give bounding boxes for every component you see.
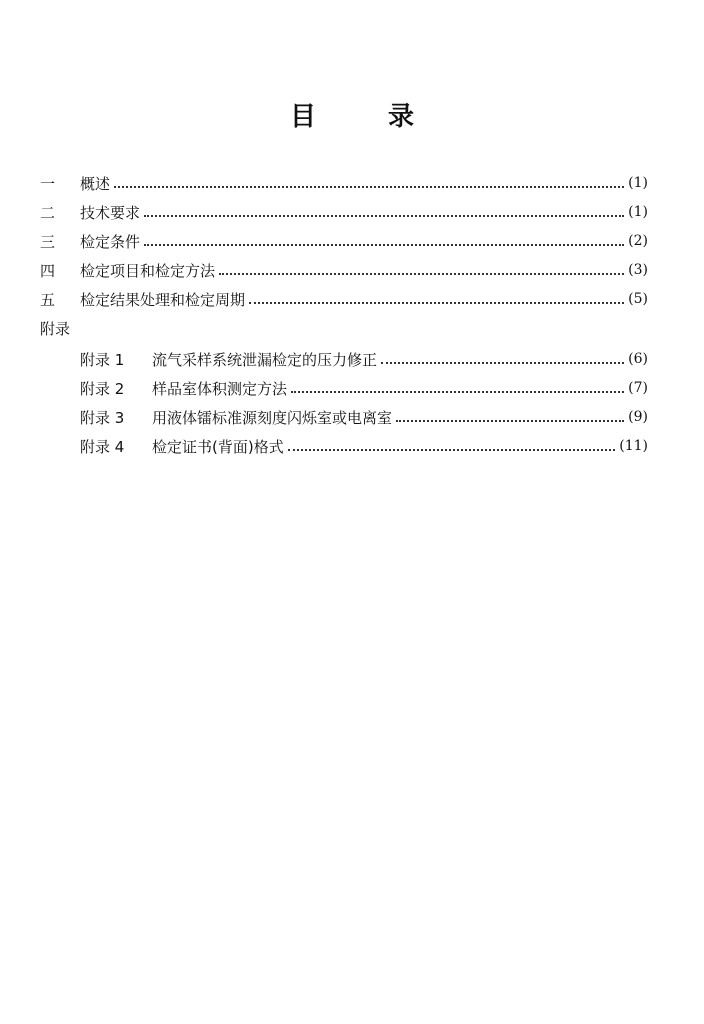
toc-appendix-entry — [80, 404, 648, 430]
entry-page: (1) — [628, 175, 648, 191]
entry-number: 四 — [40, 261, 56, 280]
title-char-2: 录 — [388, 102, 415, 132]
toc-entry — [40, 199, 648, 225]
appendix-page: (7) — [628, 380, 648, 396]
entry-number: 五 — [40, 290, 56, 309]
entry-label: 技术要求 — [80, 203, 141, 222]
appendix-label: 流气采样系统泄漏检定的压力修正 — [152, 350, 378, 369]
appendix-number: 附录 2 — [80, 379, 125, 398]
appendix-page: (6) — [628, 351, 648, 367]
entry-page: (1) — [628, 204, 648, 220]
leader-dots — [291, 377, 624, 393]
entry-page: (3) — [628, 262, 648, 278]
appendix-label: 用液体镭标准源刻度闪烁室或电离室 — [152, 408, 393, 427]
page-title — [0, 96, 704, 133]
toc-entry — [40, 286, 648, 312]
entry-page: (5) — [628, 291, 648, 307]
appendix-label: 样品室体积测定方法 — [152, 379, 288, 398]
entry-page: (2) — [628, 233, 648, 249]
appendix-page: (9) — [628, 409, 648, 425]
appendix-number: 附录 3 — [80, 408, 125, 427]
appendix-label: 检定证书(背面)格式 — [152, 437, 284, 456]
leader-dots — [249, 288, 624, 304]
entry-number: 一 — [40, 174, 56, 193]
appendix-heading — [40, 315, 648, 341]
leader-dots — [396, 406, 624, 422]
appendix-page: (11) — [619, 438, 648, 454]
title-char-1: 目 — [289, 102, 316, 132]
leader-dots — [144, 230, 624, 246]
leader-dots — [288, 435, 616, 451]
toc-appendix-entry — [80, 346, 648, 372]
appendix-heading-label: 附录 — [40, 319, 71, 338]
entry-label: 检定结果处理和检定周期 — [80, 290, 246, 309]
entry-label: 概述 — [80, 174, 111, 193]
leader-dots — [381, 348, 624, 364]
entry-label: 检定项目和检定方法 — [80, 261, 216, 280]
leader-dots — [219, 259, 624, 275]
toc-appendix-entry — [80, 375, 648, 401]
appendix-number: 附录 4 — [80, 437, 125, 456]
toc-appendix-entry — [80, 433, 648, 459]
leader-dots — [114, 172, 624, 188]
appendix-number: 附录 1 — [80, 350, 125, 369]
leader-dots — [144, 201, 624, 217]
toc-entry — [40, 257, 648, 283]
entry-number: 二 — [40, 203, 56, 222]
entry-number: 三 — [40, 232, 56, 251]
toc-entry — [40, 170, 648, 196]
toc-entry — [40, 228, 648, 254]
entry-label: 检定条件 — [80, 232, 141, 251]
